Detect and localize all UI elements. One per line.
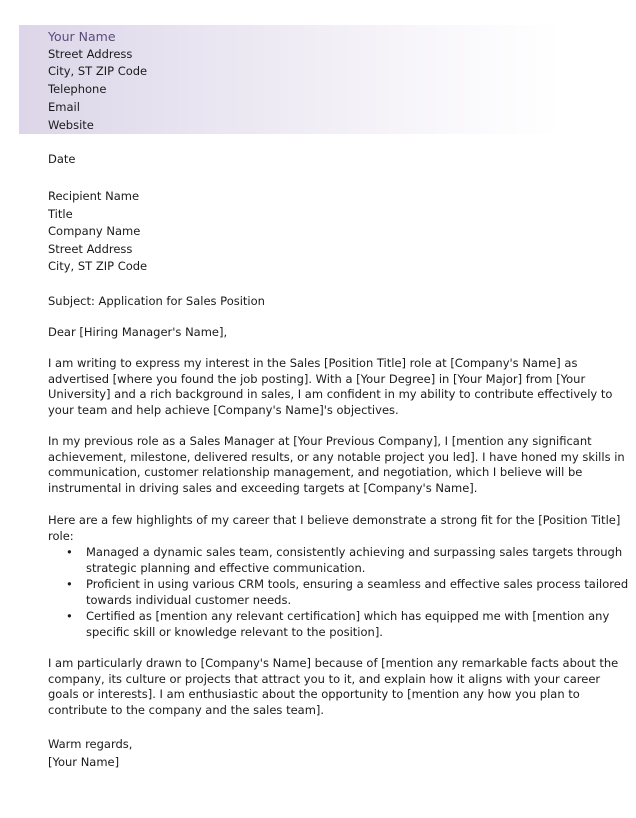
sender-name: Your Name	[48, 29, 116, 44]
text-line: goals or interests]. I am enthusiastic about the opportunity to [mention any how you plan to	[48, 687, 580, 702]
signature: [Your Name]	[48, 754, 120, 769]
paragraph-highlights-intro	[48, 513, 621, 544]
bullet-icon: •	[66, 545, 73, 559]
recipient-street: Street Address	[48, 241, 133, 256]
text-line: Proficient in using various CRM tools, ensuring a seamless and effective sales process tailored	[86, 576, 629, 591]
bullet-icon: •	[66, 576, 73, 591]
bullet-icon: •	[66, 608, 73, 623]
text-line: advertised [where you found the job posting]. With a [Your Degree] in [Your Major] from [Your	[48, 371, 586, 386]
paragraph-experience	[48, 434, 625, 497]
text-line: instrumental in driving sales and exceeding targets at [Company's Name].	[48, 481, 478, 496]
text-line: contribute to the company and the sales team].	[48, 703, 325, 718]
highlights-list	[48, 545, 629, 640]
paragraph-intro	[48, 356, 613, 419]
list-item	[48, 576, 629, 608]
sender-telephone: Telephone	[48, 82, 107, 97]
text-line: In my previous role as a Sales Manager at [Your Previous Company], I [mention any significant	[48, 434, 592, 448]
list-item	[48, 545, 623, 576]
recipient-title: Title	[48, 206, 73, 221]
recipient-name: Recipient Name	[48, 189, 140, 203]
recipient-city: City, ST ZIP Code	[48, 259, 148, 273]
text-line: University] and a rich background in sales, I am confident in my ability to contribute effectively to	[48, 387, 613, 402]
text-line: I am particularly drawn to [Company's Name] because of [mention any remarkable facts about the	[48, 656, 619, 670]
text-line: specific skill or knowledge relevant to the position].	[86, 624, 383, 639]
text-line: towards individual customer needs.	[86, 592, 292, 607]
list-item	[48, 609, 608, 640]
text-line: Here are a few highlights of my career that I believe demonstrate a strong fit for the [Position Title]	[48, 513, 621, 527]
recipient-block	[48, 188, 147, 276]
paragraph-motivation	[48, 656, 619, 719]
text-line: communication, customer relationship management, and negotiation, which I believe will be	[48, 465, 583, 480]
text-line: role:	[48, 528, 74, 543]
text-line: Managed a dynamic sales team, consistently achieving and surpassing sales targets through	[86, 545, 623, 559]
salutation: Dear [Hiring Manager's Name],	[48, 325, 228, 339]
text-line: I am writing to express my interest in the Sales [Position Title] role at [Company's Name] as	[48, 356, 578, 370]
sender-email: Email	[48, 99, 80, 114]
sender-street: Street Address	[48, 46, 133, 61]
text-line: strategic planning and effective communication.	[86, 560, 366, 575]
closing-block	[48, 736, 132, 771]
text-line: company, its culture or projects that attract you to it, and explain how it aligns with your career	[48, 671, 601, 686]
text-line: your team and help achieve [Company's Name]'s objectives.	[48, 403, 399, 418]
text-line: achievement, milestone, delivered results, or any notable project you led]. I have honed my skills in	[48, 449, 625, 464]
sender-block	[48, 28, 147, 134]
subject-line: Subject: Application for Sales Position	[48, 294, 265, 308]
sender-website: Website	[48, 117, 94, 132]
recipient-company: Company Name	[48, 224, 141, 238]
date: Date	[48, 152, 76, 166]
sender-city: City, ST ZIP Code	[48, 64, 148, 79]
closing: Warm regards,	[48, 737, 133, 751]
text-line: Certified as [mention any relevant certification] which has equipped me with [mention any	[86, 608, 610, 623]
